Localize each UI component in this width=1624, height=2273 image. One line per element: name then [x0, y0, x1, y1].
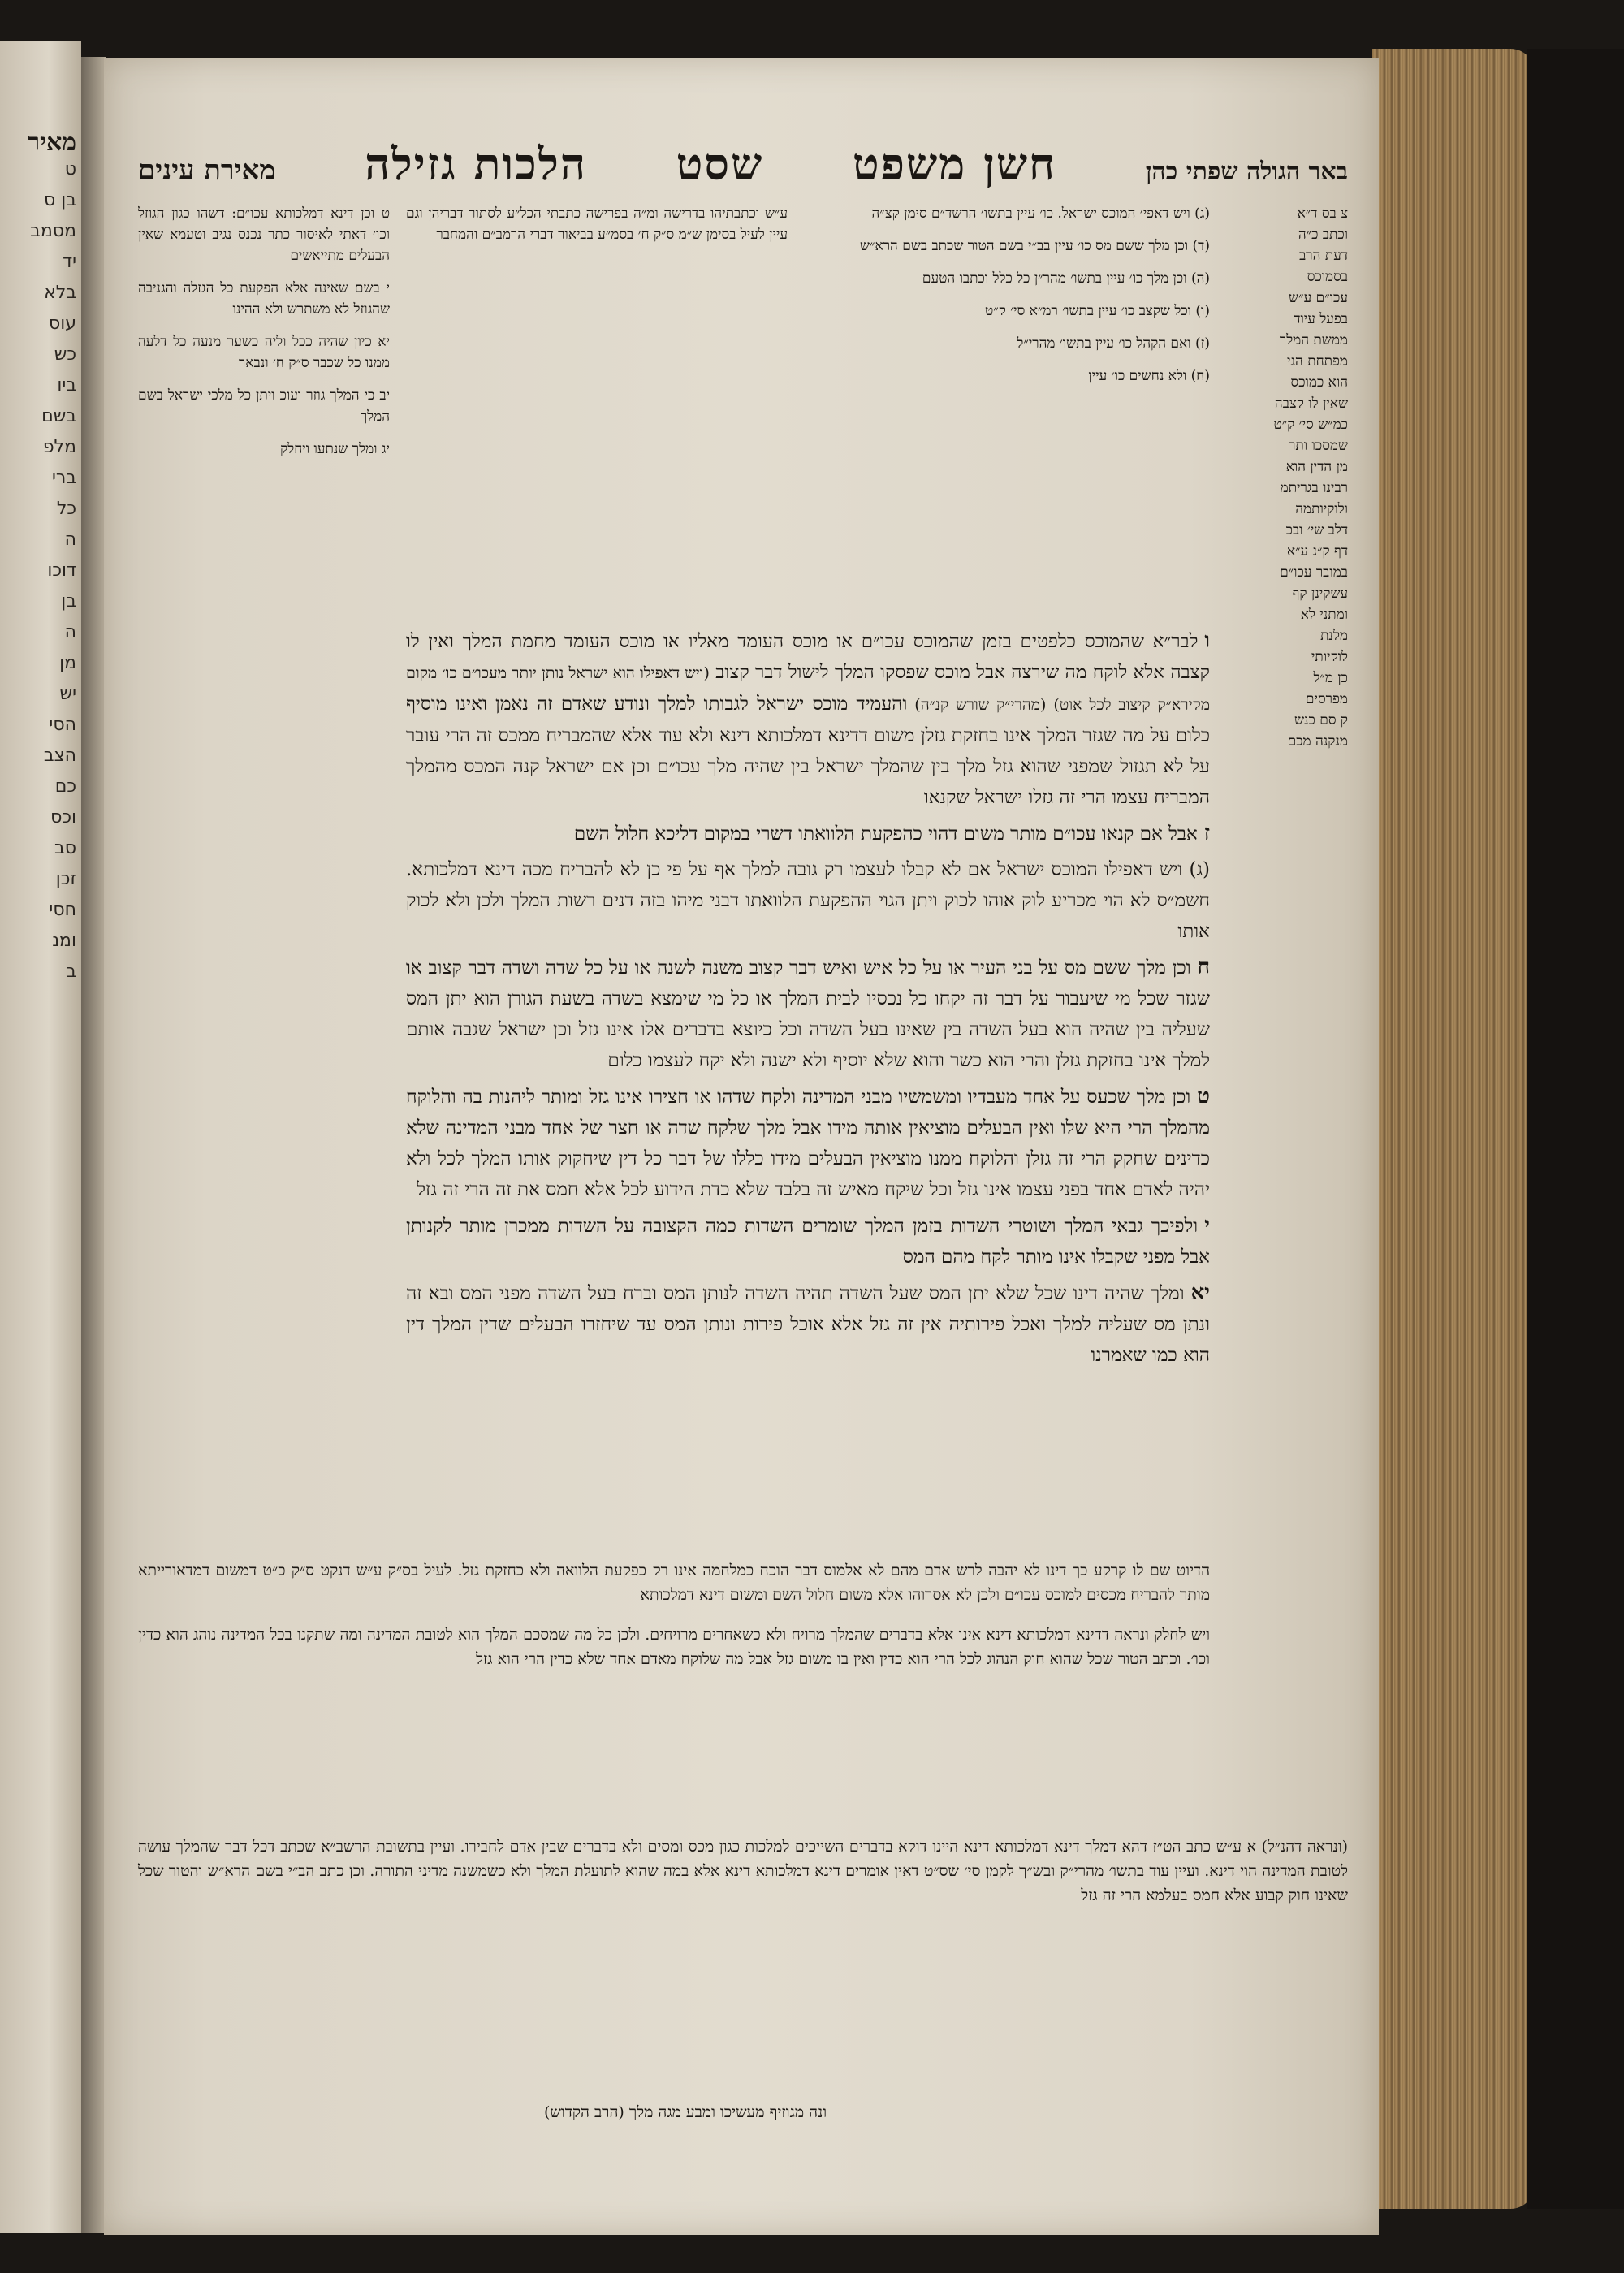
- left-page-fragment: בן: [61, 591, 76, 611]
- shach-block: (ח) ולא נחשים כו׳ עיין: [1088, 368, 1210, 384]
- beer-hagolah-line: דלב שי׳ ובכ: [1285, 522, 1348, 538]
- beer-hagolah-line: שמסכו ותר: [1289, 438, 1348, 454]
- page-edges: [1372, 49, 1535, 2209]
- left-page-fragment: ב: [66, 961, 76, 982]
- seif-text: ומלך שהיה דינו שכל שלא יתן המס שעל השדה תהיה השדה לנותן המס וברח בעל השדה מפני המס ובא זה ונתן מס שעליה למלך ואכל פירותיה אין זה גזל אלא אוכל פירות ונותן המס עד שיחזרו הבעלים שדין המלך דין הוא כמו שאמרנו: [406, 1283, 1210, 1366]
- left-page-header: מאיר: [28, 128, 76, 157]
- seif-text: וכן מלך שכעס על אחד מעבדיו ומשמשיו מבני המדינה ולקח שדהו או חצירו אינו גזל ומותר ליהנות בה והלוקח מהמלך הרי היא שלו ואין הבעלים מוציאין אותה מידו אבל מלך שלקח שדה או חצר של אחד מבני המדינה שלא כדינים שחקק הרי זה גזלן והלוקח ממנו מוציאין הבעלים מידו כללו של דבר כל דין שיחקוק אותו המלך לכל ולא יהיה לאדם אחד בפני עצמו אינו גזל וכל שיקח מאיש זה בלבד שלא כדת הידוע לכל אלא חמס את זה הרי זה גזל: [406, 1087, 1210, 1200]
- left-page-fragments: [0, 41, 81, 987]
- bottom-block-2: ויש לחלק ונראה דדינא דמלכותא דינא אינו אלא בדברים שהמלך מרויח ולא כשאחרים מרויחים. ולכן כל מה שמסכם המלך הוא לטובת המדינה ומה שתקנו בכל המדינה נוהג הוא כדין וכו׳. וכתב הטור שכל שהוא חוק הנהוג לכל הרי הוא כדין ואין בו משום גזל אבל מה שלוקח מאדם אחד שלא כדין הרי הוא גזל: [138, 1626, 1210, 1668]
- main-seif: [406, 952, 1210, 1076]
- header-siman-number: שסט: [676, 138, 764, 190]
- header-title-gezelah: הלכות גזילה: [365, 138, 587, 190]
- seif-number: י: [1204, 1213, 1210, 1238]
- page-footer-line: ונה מגוזיף מעשיכו ומבע מגה מלך (הרב הקדוש): [544, 2103, 827, 2121]
- left-page-fragment: בן ס: [44, 190, 76, 210]
- meirat-block: יב כי המלך גוזר ועוכ ויתן כל מלכי ישראל בשם המלך: [138, 387, 390, 425]
- book-gutter: [81, 57, 106, 2233]
- adjacent-left-page: [0, 41, 81, 2233]
- meirat-block: יג ומלך שנתעו ויחלק: [280, 441, 390, 457]
- main-seif: [406, 1277, 1210, 1371]
- left-page-fragment: כש: [54, 344, 76, 365]
- beer-hagolah-column: [1226, 203, 1348, 1827]
- seif-continuation: והעמיד מוכס ישראל לגבותו למלך ונודע שאדם זה נאמן ואינו מוסיף כלום על מה שגזר המלך אינו בחזקת גזלן משום דדינא דמלכותא דינא ולא עוד אלא שהמבריח ממכס זה הרי עובר על לא תגזול שמפני שהוא גזל מלך בין שהמלך ישראל בין שהיה מלך עכו״ם וכן אם ישראל קנה המכס מהמלך המבריח עצמו הרי זה גזלו ישראל שקנאו: [406, 694, 1210, 808]
- left-page-fragment: זכן: [55, 869, 76, 889]
- left-page-fragment: חסי: [49, 900, 76, 920]
- left-page-fragment: יש: [59, 684, 76, 704]
- meirat-block: ע״ש וכתבתיהו בדרישה ומ״ה בפרישה כתבתי הכל״ע לסתור דבריהן וגם עיין לעיל בסימן ש״מ ס״ק ח׳ בסמ״ע בביאור דברי הרמב״ם והמחבר: [406, 205, 788, 243]
- seif-text: וכן מלך ששם מס על בני העיר או על כל איש ואיש דבר קצוב משנה לשנה או על כל שדה ושדה דבר קצוב או שגזר שכל מי שיעבור על דבר זה יקחו כל נכסיו לבית המלך או כל מי שימצא בשדה בשעת הגורן הוא יתן המס שעליה בין שהיה הוא בעל השדה בין שאינו בעל השדה וכל כיוצא בדברים אלו אינו גזל וכן ישראל שגבה אותם למלך אינו בחזקת גזלן והרי הוא כשר והוא שלא יוסיף ולא ישנה ולא יקח לעצמו כלום: [406, 957, 1210, 1071]
- beer-hagolah-line: מלנת: [1320, 628, 1348, 644]
- meirat-einayim-top: [406, 203, 788, 609]
- main-seif: [406, 625, 1210, 813]
- seif-text: לבר״א שהמוכס כלפטים בזמן שהמוכס עכו״ם או מוכס העומד מאליו או מוכס העומד מחמת המלך ואין לו קצבה אלא לוקח מה שירצה אבל מוכס שפסקו המלך לישול דבר קצוב: [406, 631, 1210, 683]
- left-page-fragment: עוס: [48, 313, 76, 334]
- beer-hagolah-line: דעת הרב: [1299, 248, 1348, 264]
- main-seif: [406, 1081, 1210, 1205]
- left-page-fragment: וכס: [50, 807, 76, 828]
- header-meirat-einayim: מאירת עינים: [138, 154, 276, 187]
- beer-hagolah-line: מנקנה מכם: [1287, 733, 1348, 750]
- meirat-block: יא כיון שהיה ככל וליה כשער מנעה כל דלעה ממנו כל שכבר ס״ק ח׳ ונבאר: [138, 334, 390, 371]
- shulchan-aruch-main-text: [406, 625, 1210, 1376]
- seif-number: יא: [1190, 1281, 1210, 1305]
- left-page-fragment: מן: [59, 653, 76, 673]
- main-seif: [406, 1210, 1210, 1273]
- left-page-fragment: כם: [54, 776, 76, 797]
- bottom-commentary-1: [138, 1543, 1210, 1687]
- beer-hagolah-line: מן הדין הוא: [1285, 459, 1348, 475]
- shach-block: (ג) ויש דאפי׳ המוכס ישראל. כו׳ עיין בתשו׳ הרשד״ם סימן קצ״ה: [871, 205, 1210, 222]
- beer-hagolah-line: לוקיותי: [1311, 649, 1348, 665]
- left-page-fragment: בשם: [41, 406, 76, 426]
- shach-block: (ז) ואם הקהל כו׳ עיין בתשו׳ מהרי״ל: [1017, 335, 1210, 352]
- bottom-block-1: הדיוט שם לו קרקע כך דינו לא יהבה לרש אדם מהם לא אלמוס דבר הוכח כמלחמה אינו רק כפקעת הלוואה ולא כחזקת גזל. לעיל בס״ק ע״ש דנקט ס״ק כ״ט דמשום דמדאורייתא מותר להבריח מכסים למוכס עכו״ם ולכן לא אסרוהו אלא משום חלול השם ומשום דינא דמלכותא: [138, 1562, 1210, 1604]
- rema-gloss: (ויש דאפילו הוא ישראל נותן יותר מעכו״ם כו׳ מקום מקירא״ק קיצוב לכל אוט) (מהרי״ק שורש קנ״ה): [406, 664, 1210, 714]
- beer-hagolah-line: ולוקיותמה: [1295, 501, 1348, 517]
- beer-hagolah-line: עשקינן קף: [1292, 586, 1348, 602]
- left-page-fragment: דוכו: [47, 560, 76, 581]
- beer-hagolah-line: כמ״ש סי׳ ק״ט: [1273, 417, 1348, 433]
- left-page-fragment: ה: [64, 529, 76, 550]
- seif-number: ט: [1197, 1084, 1210, 1108]
- beer-hagolah-line: במובר עכו״ם: [1280, 564, 1348, 581]
- meirat-block: י בשם שאינה אלא הפקעת כל הגזלה והגניבה שהגוזל לא משתרש ולא ההינו: [138, 280, 390, 318]
- page-content: [138, 122, 1348, 2152]
- meirat-einayim-column: [138, 203, 390, 1551]
- meirat-block: ט וכן דינא דמלכותא עכו״ם: דשהו כגון הגוזל וכו׳ דאתי לאיסור כתר נכנס נגיב וטעמא שאין הבעלים מתייאשים: [138, 205, 390, 264]
- seif-number: ח: [1197, 955, 1210, 979]
- left-page-fragment: הצב: [43, 745, 76, 766]
- left-page-fragment: מסמב: [30, 221, 76, 241]
- shach-commentary: [828, 203, 1210, 609]
- seif-text: ולפיכך גבאי המלך ושוטרי השדות בזמן המלך שומרים השדות כמה הקצובה על השדות ממכרן מותר לקנותן אבל מפני שקבלו אינו מותר לקח מהם המס: [406, 1216, 1210, 1268]
- header-beer-hagolah: באר הגולה שפתי כהן: [1145, 158, 1348, 186]
- main-seif: [406, 854, 1210, 947]
- seif-number: ו: [1204, 629, 1210, 653]
- left-page-fragment: בלא: [44, 283, 76, 303]
- background-shadow: [1527, 49, 1624, 2209]
- beer-hagolah-line: מפתחת הגי: [1286, 353, 1348, 369]
- beer-hagolah-line: וכתב כ״ה: [1298, 227, 1348, 243]
- beer-hagolah-line: ק סם כנש: [1294, 712, 1348, 728]
- beer-hagolah-line: ומתני לא: [1300, 607, 1348, 623]
- beer-hagolah-line: בפעל עיוד: [1294, 311, 1348, 327]
- shach-block: (ו) וכל שקצב כו׳ עיין בתשו׳ רמ״א סי׳ ק״ט: [985, 303, 1210, 319]
- beer-hagolah-line: צ בס ד״א: [1297, 205, 1348, 222]
- left-page-fragment: ט: [64, 159, 76, 179]
- seif-number: ז: [1203, 821, 1210, 845]
- left-page-fragment: כל: [56, 499, 76, 519]
- header-title-choshen: חשן משפט: [853, 138, 1057, 190]
- seif-text: (ג) ויש דאפילו המוכס ישראל אם לא קבלו לעצמו רק גובה למלך אף על פי כן לא להבריח מכה דינא דמלכותא. חשמ״ס לא הוי מכריע לוק אוהו לכוק ויתן הגוי ההפקעת הלוואתו דבני מיהו בזה דנים רשות המלך ולכן ולא לכוק אותו: [406, 859, 1210, 942]
- left-page-fragment: הסי: [49, 715, 76, 735]
- left-page-fragment: ברי: [51, 468, 76, 488]
- beer-hagolah-line: הוא כמוכס: [1290, 374, 1348, 391]
- left-page-fragment: ה: [64, 622, 76, 642]
- beer-hagolah-line: מפרסים: [1305, 691, 1348, 707]
- bottom-commentary-2: [138, 1819, 1348, 1923]
- shach-block: (ד) וכן מלך ששם מס כו׳ עיין בב״י בשם הטור שכתב בשם הרא״ש: [860, 238, 1210, 254]
- left-page-fragment: ומנ: [52, 931, 76, 951]
- left-page-fragment: מלפ: [42, 437, 76, 457]
- left-page-fragment: יד: [63, 252, 76, 272]
- beer-hagolah-line: כן מ״ל: [1313, 670, 1348, 686]
- bottom-block-3: (ונראה דהנ״ל) א ע״ש כתב הט״ז דהא דמלך דינא דמלכותא דינא היינו דוקא בדברים השייכים למלכות כגון מכס ומסים ולא בדברים שבין אדם לחבירו. ועיין בתשובת הרשב״א שכתב דכל דבר שהמלך עושה לטובת המדינה הוי דינא. ועיין עוד בתשו׳ מהרי״ק ובש״ך לקמן סי׳ שס״ט דאין אומרים דינא דמלכותא דינא אלא במה שהוא לתועלת המלך ולא כשמשנה מדיני התורה. וכן כתב הב״י בשם הרא״ש והטור שכל שאינו חוק קבוע אלא חמס בעלמא הרי זה גזל: [138, 1838, 1348, 1904]
- beer-hagolah-line: ממשת המלך: [1279, 332, 1348, 348]
- beer-hagolah-line: שאין לו קצבה: [1274, 395, 1348, 412]
- shach-block: (ה) וכן מלך כו׳ עיין בתשו׳ מהר״ן כל כלל וכתבו הטעם: [922, 270, 1210, 287]
- running-header: [138, 138, 1348, 195]
- beer-hagolah-line: רבינו בגריתמ: [1280, 480, 1348, 496]
- seif-text: אבל אם קנאו עכו״ם מותר משום דהוי כהפקעת הלוואתו דשרי במקום דליכא חלול השם: [573, 823, 1198, 845]
- beer-hagolah-line: דף ק״נ ע״א: [1286, 543, 1348, 560]
- beer-hagolah-line: בסמוכס: [1307, 269, 1348, 285]
- beer-hagolah-line: עכו״ם ע״ש: [1289, 290, 1348, 306]
- left-page-fragment: ביו: [57, 375, 76, 395]
- main-seif: [406, 818, 1210, 849]
- left-page-fragment: סב: [54, 838, 76, 858]
